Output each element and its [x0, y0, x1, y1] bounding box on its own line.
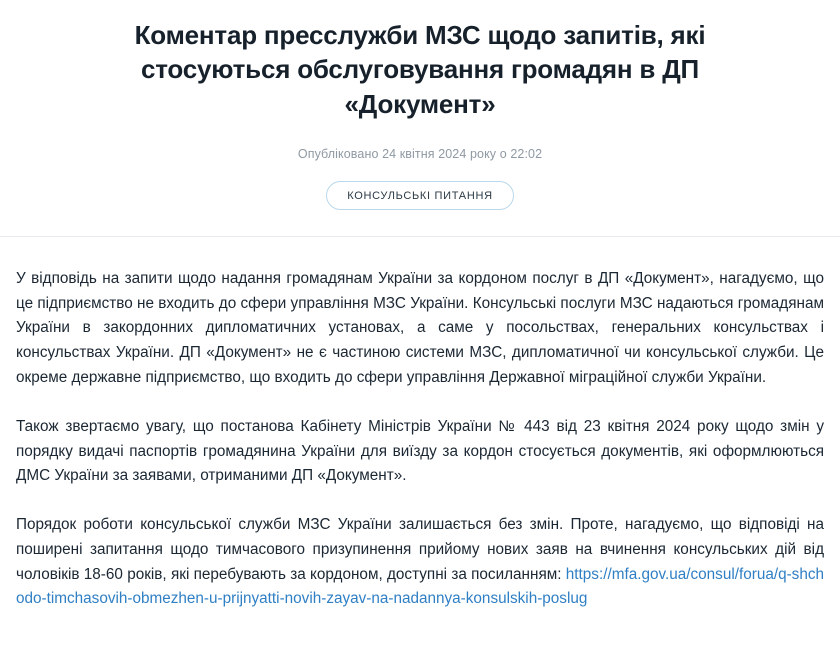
paragraph-2: Також звертаємо увагу, що постанова Кабінету Міністрів України № 443 від 23 квітня 2024 року щодо змін у порядку видачі паспортів громадянина України для виїзду за кордон стосується документів, які оформлюються ДМС України за заявами, отриманими ДП «Документ». [16, 417, 824, 485]
tag-row [60, 181, 780, 210]
faq-link[interactable]: https://mfa.gov.ua/consul/forua/q-shchodo-timchasovih-obmezhen-u-prijnyatti-novih-zayav-na-nadannya-konsulskih-poslug [16, 565, 824, 608]
paragraph-1: У відповідь на запити щодо надання громадянам України за кордоном послуг в ДП «Документ», нагадуємо, що це підприємство не входить до сфери управління МЗС України. Консульські послуги МЗС надаються громадянам України в закордонних дипломатичних установах, а саме у посольствах, генеральних консульствах і консульствах України. ДП «Документ» не є частиною системи МЗС, дипломатичної чи консульської служби. Це окреме державне підприємство, що входить до сфери управління Державної міграційної служби України. [16, 269, 824, 386]
page-title: Коментар пресслужби МЗС щодо запитів, які стосуються обслуговування громадян в ДП «Документ» [134, 20, 706, 119]
article-header [0, 0, 840, 210]
paragraph-3-text: Порядок роботи консульської служби МЗС України залишається без змін. Проте, нагадуємо, що відповіді на поширені запитання щодо тимчасового призупинення прийому нових заяв на вчинення консульських дій від чоловіків 18-60 років, які перебувають за кордоном, доступні за посиланням: [16, 516, 824, 583]
paragraph-3 [16, 513, 824, 612]
article-body [0, 237, 840, 636]
published-date: Опубліковано 24 квітня 2024 року о 22:02 [297, 146, 543, 161]
category-tag-consular-issues[interactable]: КОНСУЛЬСЬКІ ПИТАННЯ [326, 181, 514, 210]
